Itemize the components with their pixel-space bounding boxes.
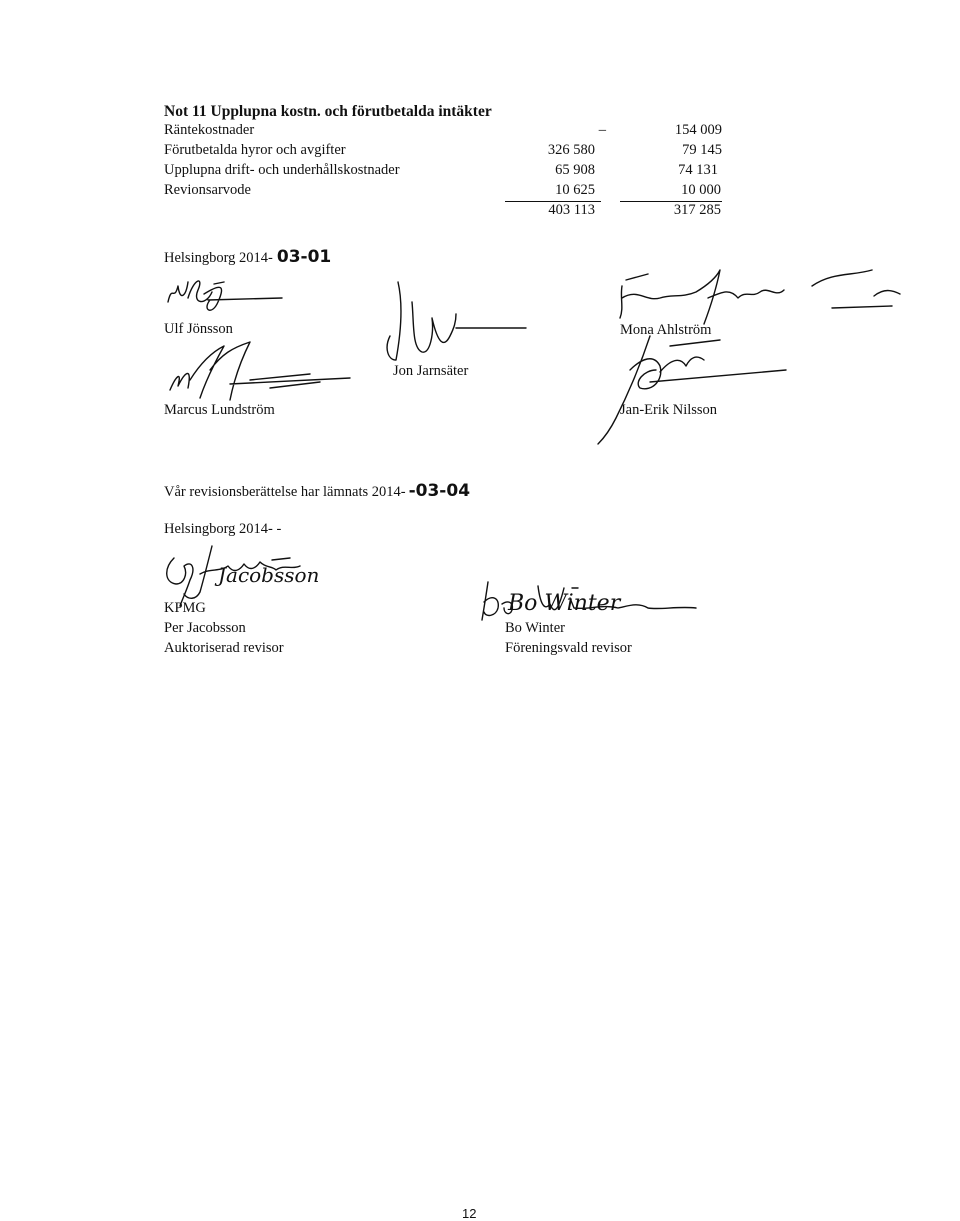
auditor-role: Auktoriserad revisor — [164, 640, 284, 656]
total-previous: 317 285 — [673, 202, 721, 218]
row-previous: 79 145 — [682, 142, 722, 158]
signature-bo-winter — [478, 578, 708, 624]
total-current: 403 113 — [548, 202, 595, 218]
auditor-role: Föreningsvald revisor — [505, 640, 632, 656]
signature-text: Bo Winter — [508, 591, 621, 616]
signatory-name: Jon Jarnsäter — [393, 363, 469, 379]
row-current: 326 580 — [547, 142, 595, 158]
signatory-name: Marcus Lundström — [164, 402, 275, 418]
signatory-name: Ulf Jönsson — [164, 321, 233, 337]
signature-text: Jacobsson — [218, 563, 320, 587]
row-previous: 74 131 — [678, 162, 718, 178]
signature-jan-erik-nilsson — [590, 330, 790, 450]
row-previous: 10 000 — [681, 182, 721, 198]
row-current: – — [598, 122, 606, 138]
auditor-name: Per Jacobsson — [164, 620, 246, 636]
audit-place-date: Helsingborg 2014- - — [164, 521, 282, 537]
signatory-name: Mona Ahlström — [620, 322, 712, 338]
audit-statement — [164, 481, 470, 501]
signature-jon-jarnsater — [380, 278, 530, 368]
signature-ulf-jonsson — [164, 272, 284, 322]
row-label: Upplupna drift- och underhållskostnader — [164, 162, 400, 178]
place-date-printed: Helsingborg 2014- — [164, 250, 273, 266]
auditor-name: Bo Winter — [505, 620, 565, 636]
place-date — [164, 247, 331, 267]
audit-date-handwritten: -03-04 — [408, 481, 471, 501]
row-label: Förutbetalda hyror och avgifter — [164, 142, 346, 158]
place-date-handwritten: 03-01 — [276, 247, 332, 267]
row-current: 10 625 — [555, 182, 595, 198]
row-previous: 154 009 — [674, 122, 722, 138]
auditor-org: KPMG — [164, 600, 206, 616]
signatory-name: Jan-Erik Nilsson — [620, 402, 718, 418]
signature-marcus-lundstrom — [160, 340, 350, 405]
audit-statement-printed: Vår revisionsberättelse har lämnats 2014- — [164, 484, 406, 500]
row-label: Revionsarvode — [164, 182, 251, 198]
note-title: Not 11 Upplupna kostn. och förutbetalda intäkter — [164, 103, 492, 120]
page-number: 12 — [462, 1206, 477, 1221]
row-label: Räntekostnader — [164, 122, 255, 138]
row-current: 65 908 — [555, 162, 595, 178]
